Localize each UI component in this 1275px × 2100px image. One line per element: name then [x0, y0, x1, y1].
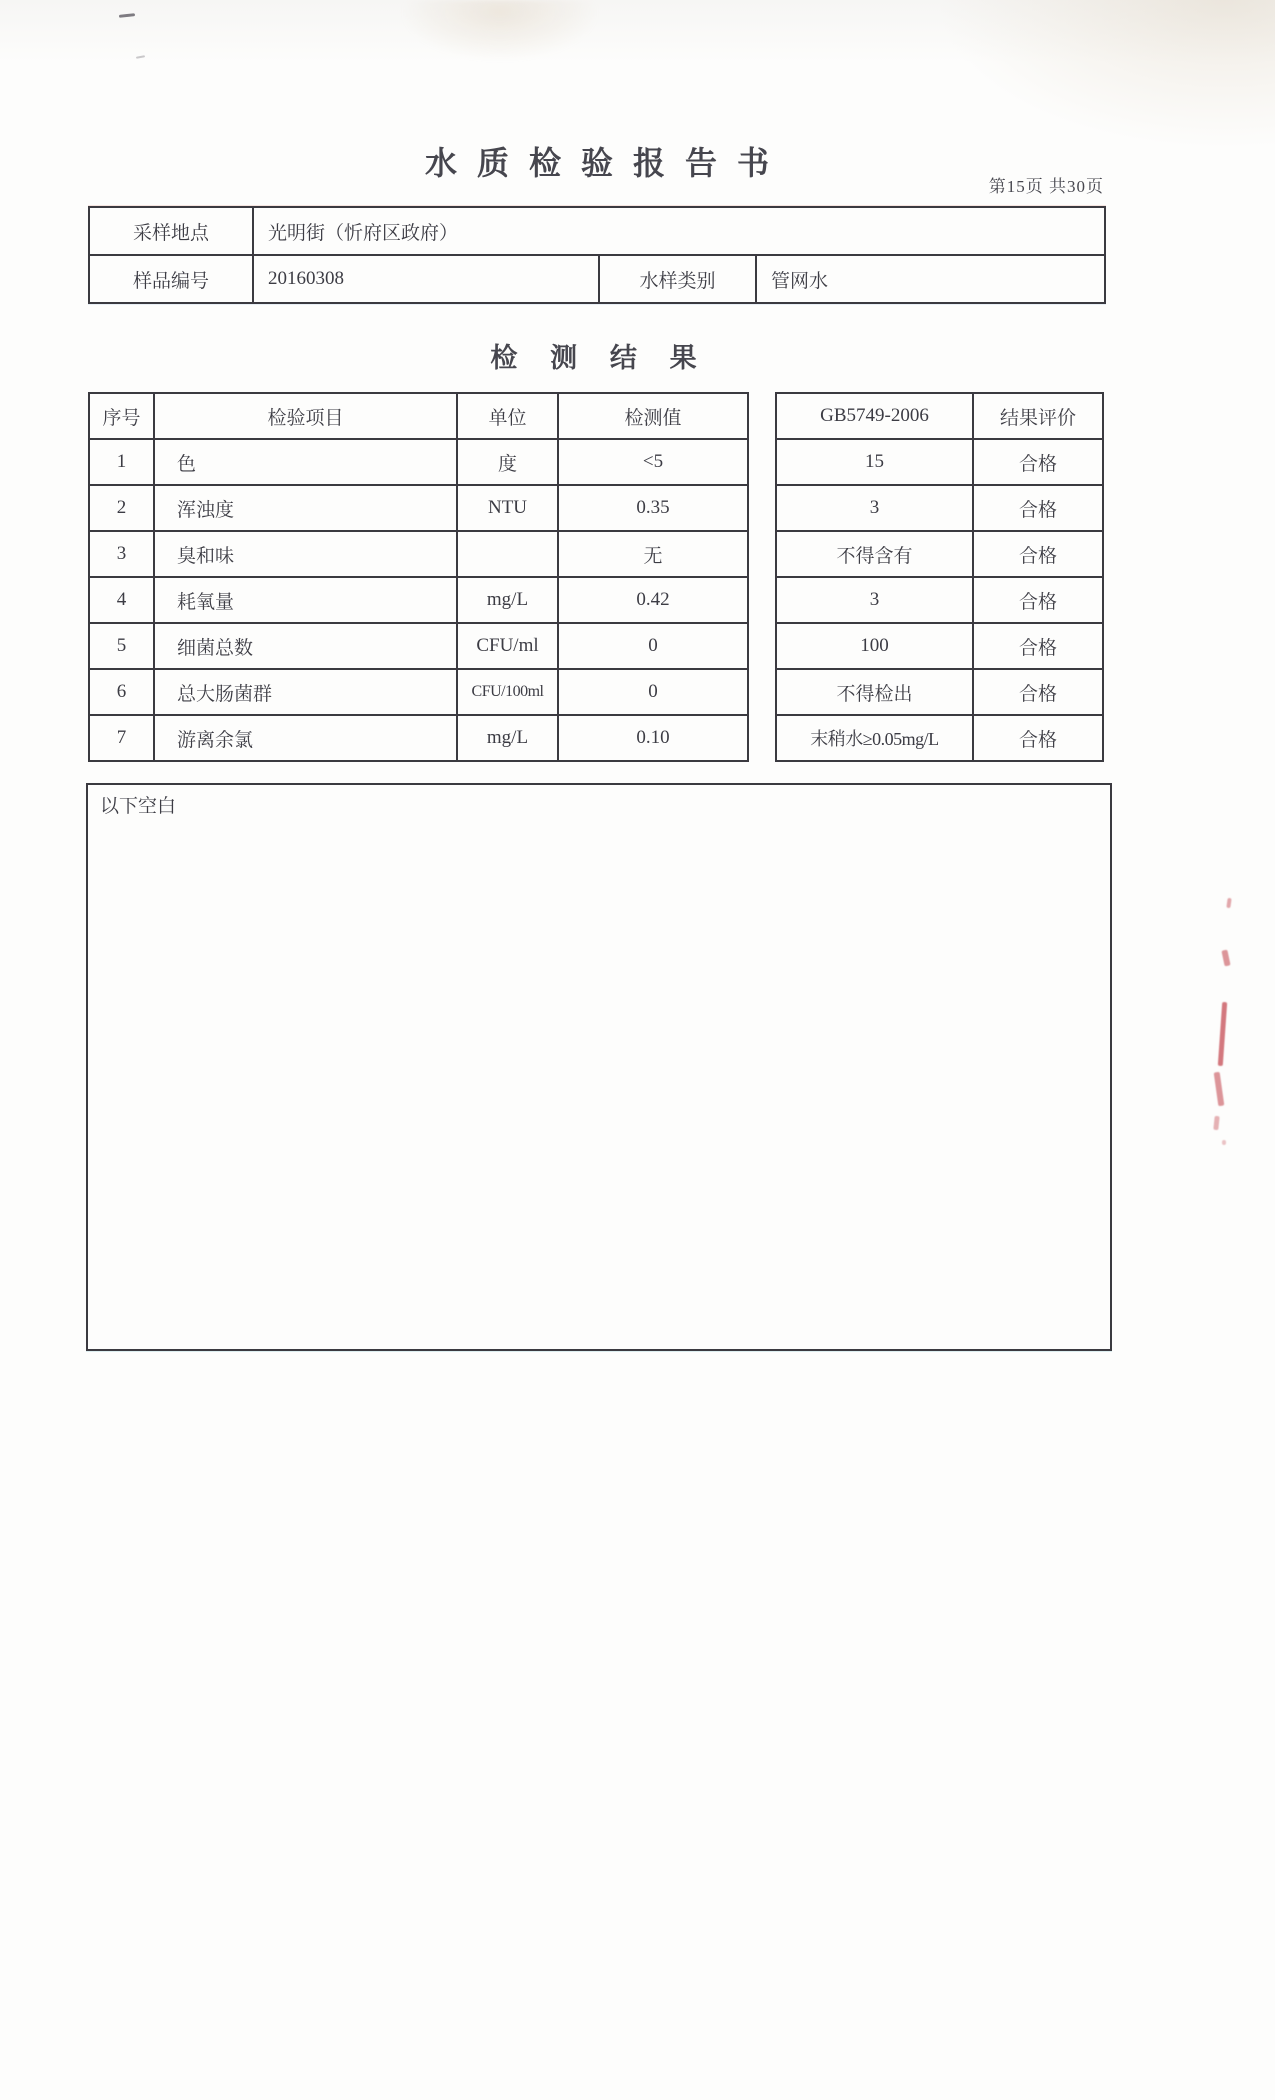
result-unit: mg/L [457, 577, 558, 623]
scan-red-mark [1226, 898, 1231, 908]
result-unit: 度 [457, 439, 558, 485]
result-value: 0.35 [558, 485, 748, 531]
result-item: 浑浊度 [154, 485, 457, 531]
sample-no-value: 20160308 [253, 255, 599, 303]
result-value: 0.42 [558, 577, 748, 623]
result-row [89, 439, 748, 485]
result-row [776, 485, 1103, 531]
result-standard: 3 [776, 577, 973, 623]
scan-red-mark [1214, 1072, 1225, 1107]
result-item: 臭和味 [154, 531, 457, 577]
result-row [776, 577, 1103, 623]
result-row [776, 715, 1103, 761]
result-evaluation: 合格 [973, 485, 1103, 531]
scan-red-mark [1222, 1140, 1226, 1145]
result-value: <5 [558, 439, 748, 485]
page-indicator: 第15页 共30页 [988, 177, 1104, 196]
result-unit: CFU/ml [457, 623, 558, 669]
result-no: 5 [89, 623, 154, 669]
result-unit [457, 531, 558, 577]
result-evaluation: 合格 [973, 669, 1103, 715]
scan-red-mark [1221, 950, 1230, 967]
sample-no-label: 样品编号 [89, 255, 253, 303]
col-header-no: 序号 [89, 393, 154, 439]
section-heading: 检 测 结 果 [490, 343, 710, 373]
result-evaluation: 合格 [973, 531, 1103, 577]
result-row [89, 669, 748, 715]
result-item: 耗氧量 [154, 577, 457, 623]
result-no: 4 [89, 577, 154, 623]
info-row-sample [89, 255, 1105, 303]
result-evaluation: 合格 [973, 623, 1103, 669]
result-evaluation: 合格 [973, 715, 1103, 761]
result-standard: 不得含有 [776, 531, 973, 577]
results-header-row [89, 393, 748, 439]
col-header-value: 检测值 [558, 393, 748, 439]
result-item: 总大肠菌群 [154, 669, 457, 715]
scan-smudge [400, 0, 600, 62]
scan-red-mark [1213, 1116, 1219, 1130]
results-table-right [775, 392, 1104, 762]
scan-shade-top [0, 0, 1275, 90]
page-title: 水 质 检 验 报 告 书 [424, 145, 775, 181]
result-row [89, 485, 748, 531]
blank-remainder-box [86, 783, 1112, 1351]
col-header-standard: GB5749-2006 [776, 393, 973, 439]
result-value: 无 [558, 531, 748, 577]
result-standard: 100 [776, 623, 973, 669]
sampling-location-label: 采样地点 [89, 207, 253, 255]
result-value: 0 [558, 623, 748, 669]
scan-shade-corner [935, 0, 1275, 150]
result-row [89, 577, 748, 623]
result-item: 色 [154, 439, 457, 485]
result-unit: mg/L [457, 715, 558, 761]
result-no: 6 [89, 669, 154, 715]
col-header-item: 检验项目 [154, 393, 457, 439]
water-type-value: 管网水 [756, 255, 1105, 303]
result-no: 7 [89, 715, 154, 761]
col-header-unit: 单位 [457, 393, 558, 439]
result-standard: 不得检出 [776, 669, 973, 715]
result-row [89, 531, 748, 577]
result-value: 0 [558, 669, 748, 715]
blank-note: 以下空白 [100, 796, 177, 817]
result-row [89, 715, 748, 761]
result-no: 1 [89, 439, 154, 485]
result-evaluation: 合格 [973, 439, 1103, 485]
results-table-left [88, 392, 749, 762]
result-evaluation: 合格 [973, 577, 1103, 623]
col-header-evaluation: 结果评价 [973, 393, 1103, 439]
result-no: 2 [89, 485, 154, 531]
result-row [776, 439, 1103, 485]
result-unit: NTU [457, 485, 558, 531]
result-standard: 末稍水≥0.05mg/L [776, 715, 973, 761]
water-type-label: 水样类别 [599, 255, 756, 303]
result-item: 细菌总数 [154, 623, 457, 669]
result-standard: 3 [776, 485, 973, 531]
result-unit: CFU/100ml [457, 669, 558, 715]
scan-mark-dash [136, 55, 145, 59]
result-row [776, 669, 1103, 715]
result-item: 游离余氯 [154, 715, 457, 761]
result-row [776, 531, 1103, 577]
info-row-location [89, 207, 1105, 255]
result-standard: 15 [776, 439, 973, 485]
result-value: 0.10 [558, 715, 748, 761]
sample-info-table [88, 206, 1106, 304]
result-no: 3 [89, 531, 154, 577]
result-row [776, 623, 1103, 669]
result-row [89, 623, 748, 669]
scan-red-mark [1218, 1002, 1227, 1066]
scan-mark-dash [119, 13, 135, 18]
results-header-row [776, 393, 1103, 439]
sampling-location-value: 光明街（忻府区政府） [253, 207, 1105, 255]
